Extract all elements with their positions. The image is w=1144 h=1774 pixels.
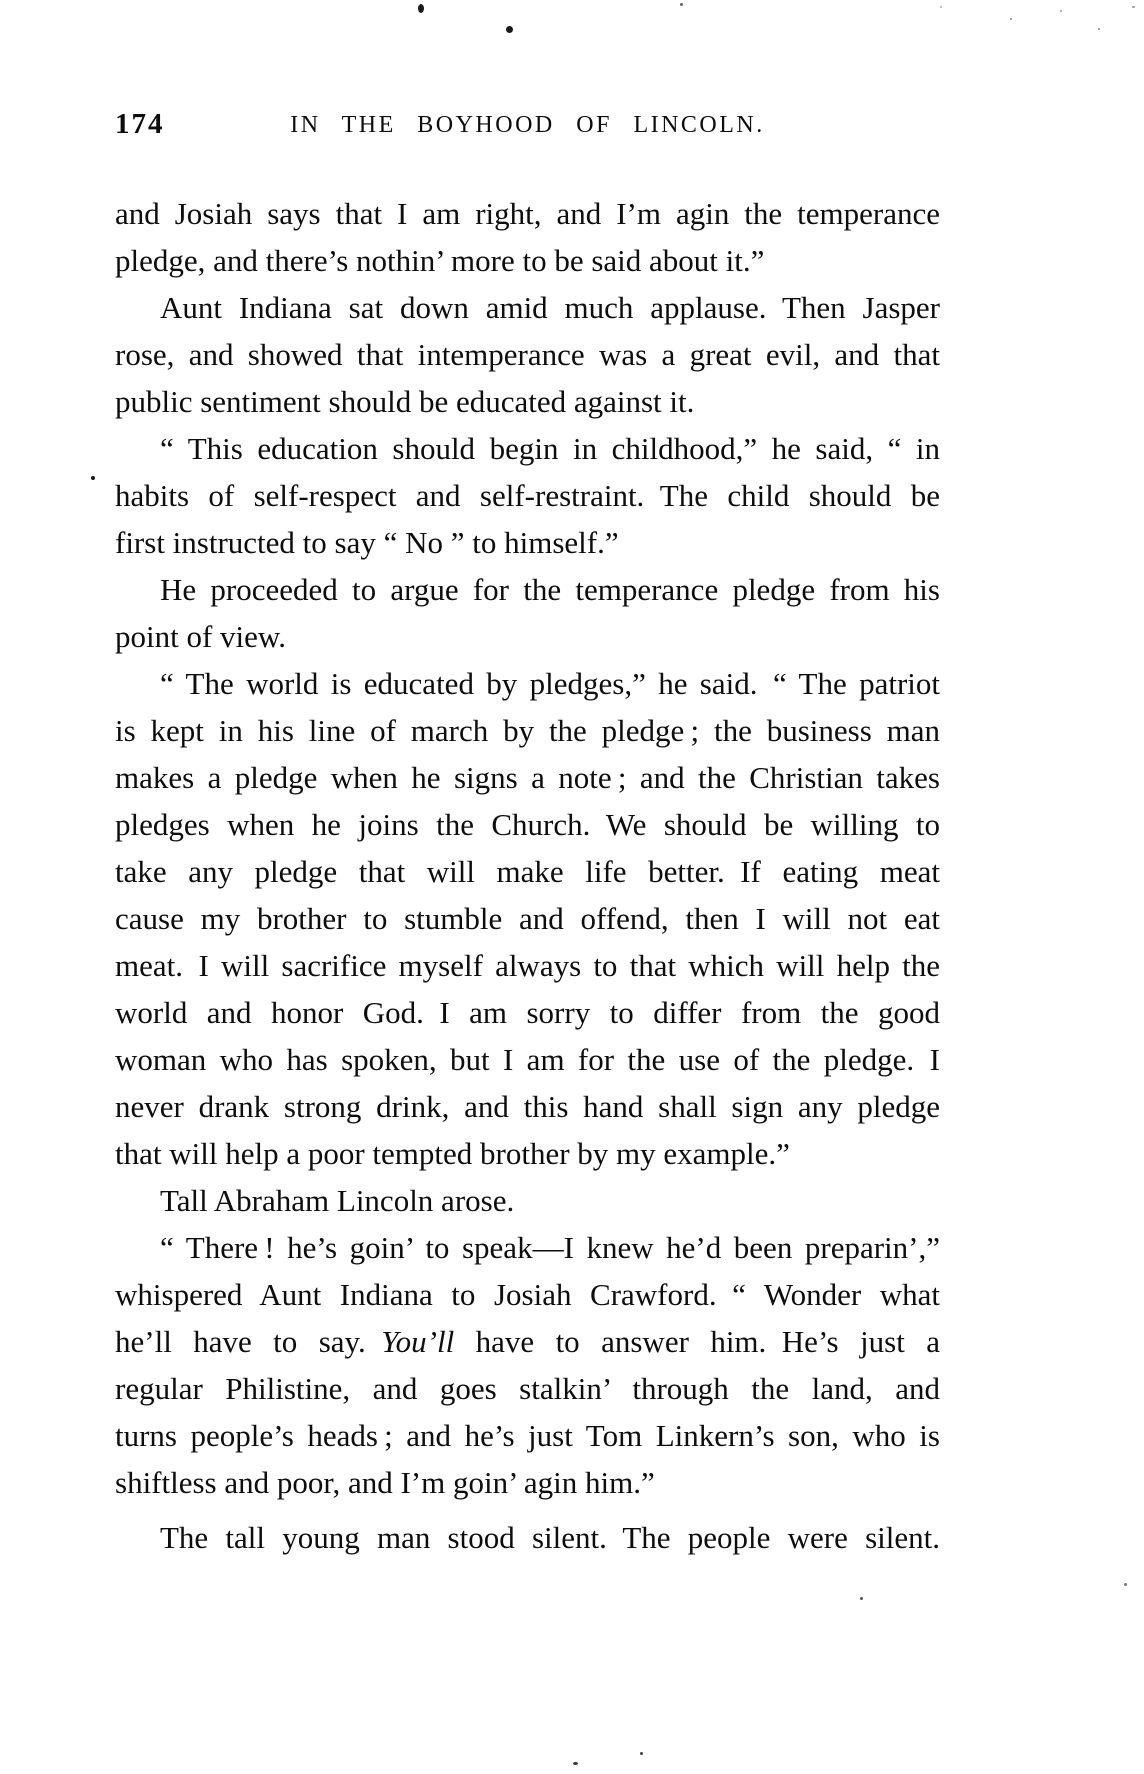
scan-speck	[1124, 1583, 1127, 1586]
text-line	[115, 1318, 940, 1365]
running-header: IN THE BOYHOOD OF LINCOLN.	[290, 112, 765, 138]
text-line: public sentiment should be educated against it.	[115, 384, 695, 419]
text-line: “ This education should begin in childhood,” he said, “ in	[160, 431, 940, 466]
scan-speck	[680, 3, 683, 6]
scan-speck	[91, 476, 95, 480]
text-line: and Josiah says that I am right, and I’m agin the temperance	[115, 196, 940, 231]
text-line: The tall young man stood silent. The people were silent.	[160, 1520, 940, 1555]
text-line: pledges when he joins the Church. We should be willing to	[115, 807, 940, 842]
text-line: pledge, and there’s nothin’ more to be said about it.”	[115, 243, 765, 278]
page-number: 174	[115, 108, 165, 140]
text-line: Tall Abraham Lincoln arose.	[160, 1183, 515, 1218]
text-line: point of view.	[115, 619, 287, 654]
text-line: take any pledge that will make life better. If eating meat	[115, 854, 940, 889]
text-line: turns people’s heads ; and he’s just Tom Linkern’s son, who is	[115, 1418, 940, 1453]
scan-speck	[1060, 10, 1062, 12]
scan-speck	[1098, 28, 1100, 30]
text-line: shiftless and poor, and I’m goin’ agin him.”	[115, 1465, 655, 1500]
text-line: makes a pledge when he signs a note ; and the Christian takes	[115, 760, 940, 795]
scan-speck	[640, 1752, 643, 1755]
text-line: “ The world is educated by pledges,” he said. “ The patriot	[160, 666, 940, 701]
text-line: “ There ! he’s goin’ to speak—I knew he’d been preparin’,”	[160, 1230, 940, 1265]
text-line: that will help a poor tempted brother by my example.”	[115, 1136, 790, 1171]
text-line: woman who has spoken, but I am for the use of the pledge. I	[115, 1042, 940, 1077]
scan-speck	[506, 26, 513, 33]
text-line: meat. I will sacrifice myself always to that which will help the	[115, 948, 940, 983]
text-line: regular Philistine, and goes stalkin’ through the land, and	[115, 1371, 940, 1406]
text-line: Aunt Indiana sat down amid much applause. Then Jasper	[160, 290, 940, 325]
scan-speck	[573, 1762, 578, 1765]
text-line: is kept in his line of march by the pledge ; the business man	[115, 713, 940, 748]
text-line: cause my brother to stumble and offend, then I will not eat	[115, 901, 940, 936]
italic-word: You’ll	[381, 1324, 455, 1359]
text-line: rose, and showed that intemperance was a great evil, and that	[115, 337, 940, 372]
scan-speck	[1010, 18, 1012, 20]
text-segment: have to answer him. He’s just a	[454, 1324, 941, 1359]
scan-speck	[860, 1597, 863, 1600]
text-line: He proceeded to argue for the temperance pledge from his	[160, 572, 940, 607]
scan-speck	[940, 6, 942, 8]
text-line: habits of self-respect and self-restraint. The child should be	[115, 478, 940, 513]
text-line: first instructed to say “ No ” to himself.”	[115, 525, 619, 560]
text-line: world and honor God. I am sorry to differ from the good	[115, 995, 940, 1030]
text-line: never drank strong drink, and this hand shall sign any pledge	[115, 1089, 940, 1124]
page-body-text	[115, 190, 940, 1561]
text-segment: he’ll have to say.	[115, 1324, 382, 1359]
text-line: whispered Aunt Indiana to Josiah Crawford. “ Wonder what	[115, 1277, 940, 1312]
scan-speck	[418, 4, 424, 13]
scan-speck	[1132, 6, 1135, 8]
